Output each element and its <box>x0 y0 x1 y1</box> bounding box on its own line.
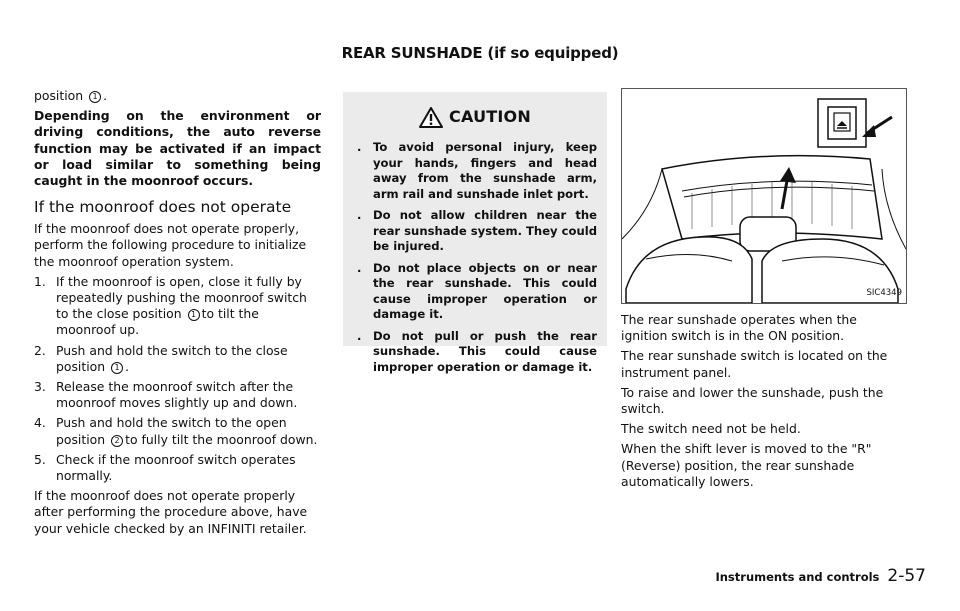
caution-title: CAUTION <box>449 106 531 126</box>
step-number: 3. <box>34 379 46 395</box>
procedure-step <box>34 379 321 411</box>
procedure-step <box>34 343 321 375</box>
intro-line <box>34 88 321 104</box>
middle-column <box>343 92 607 374</box>
caution-item <box>353 140 597 202</box>
auto-reverse-note: Depending on the environment or driving conditions, the auto reverse function may be activated if an impact or load similar to something being caught in the moonroof occurs. <box>34 108 321 189</box>
intro-end: . <box>103 88 108 103</box>
procedure-steps <box>34 274 321 484</box>
right-column <box>621 88 907 494</box>
circled-number-marker: 1 <box>89 91 101 103</box>
caution-item-text: Do not place objects on or near the rear sunshade. This could cause improper operation or damage it. <box>373 260 597 321</box>
bullet: . <box>357 260 362 275</box>
circled-number-marker: 1 <box>111 362 123 374</box>
page-heading: REAR SUNSHADE (if so equipped) <box>341 44 619 62</box>
caution-item <box>353 261 597 323</box>
caution-header <box>353 100 597 134</box>
warning-triangle-icon <box>419 107 443 128</box>
step-text: Push and hold the switch to the close position <box>56 342 288 374</box>
paragraph: To raise and lower the sunshade, push the switch. <box>621 384 884 417</box>
caution-item <box>353 208 597 255</box>
page-footer <box>715 566 926 586</box>
intro-text: position <box>34 88 84 103</box>
left-column <box>34 88 321 541</box>
step-text-after: . <box>125 358 130 374</box>
procedure-step <box>34 415 321 447</box>
caution-list <box>353 140 597 375</box>
bullet: . <box>357 208 362 222</box>
step-text-after: to fully tilt the moonroof down. <box>125 431 318 447</box>
caution-item-text: Do not allow children near the rear sunshade system. They could be injured. <box>373 208 598 253</box>
caution-box <box>343 92 607 374</box>
right-text <box>621 312 907 490</box>
rear-sunshade-illustration <box>621 88 907 304</box>
step-number: 5. <box>34 451 46 467</box>
page-number: 2-57 <box>887 566 926 586</box>
procedure-step <box>34 274 321 339</box>
step-text: Check if the moonroof switch operates normally. <box>56 451 296 484</box>
step-text: Release the moonroof switch after the moonroof moves slightly up and down. <box>56 379 298 411</box>
step-text: Push and hold the switch to the open position <box>56 415 287 447</box>
caution-item-text: To avoid personal injury, keep your hands, fingers and head away from the sunshade arm, arm rail and sunshade inlet port. <box>373 140 597 201</box>
circled-number-marker: 1 <box>188 309 200 321</box>
step-text: If the moonroof is open, close it fully by repeatedly pushing the moonroof switch to the close position <box>56 273 307 322</box>
step-number: 1. <box>34 273 46 289</box>
step-number: 4. <box>34 415 46 431</box>
procedure-step <box>34 452 321 484</box>
figure-code: SIC4349 <box>866 287 902 298</box>
paragraph: The rear sunshade operates when the ignition switch is in the ON position. <box>621 312 857 344</box>
bullet: . <box>357 328 362 343</box>
paragraph: When the shift lever is moved to the "R" (Reverse) position, the rear sunshade automatically lowers. <box>621 441 872 489</box>
step-number: 2. <box>34 342 46 358</box>
caution-item <box>353 329 597 376</box>
bullet: . <box>357 140 362 154</box>
closing-paragraph: If the moonroof does not operate properly after performing the procedure above, have your vehicle checked by an INFINITI retailer. <box>34 488 308 536</box>
rear-seat-sunshade-drawing <box>622 89 906 303</box>
step-text-after: to tilt the moonroof up. <box>56 306 259 338</box>
circled-number-marker: 2 <box>111 435 123 447</box>
paragraph: The rear sunshade switch is located on the instrument panel. <box>621 348 888 380</box>
paragraph: The switch need not be held. <box>621 421 801 437</box>
section-title: If the moonroof does not operate <box>34 198 292 217</box>
caution-item-text: Do not pull or push the rear sunshade. This could cause improper operation or damage it. <box>373 328 597 374</box>
footer-section-title: Instruments and controls <box>715 570 880 584</box>
section-intro: If the moonroof does not operate properly, perform the following procedure to initialize the moonroof operation system. <box>34 221 307 269</box>
